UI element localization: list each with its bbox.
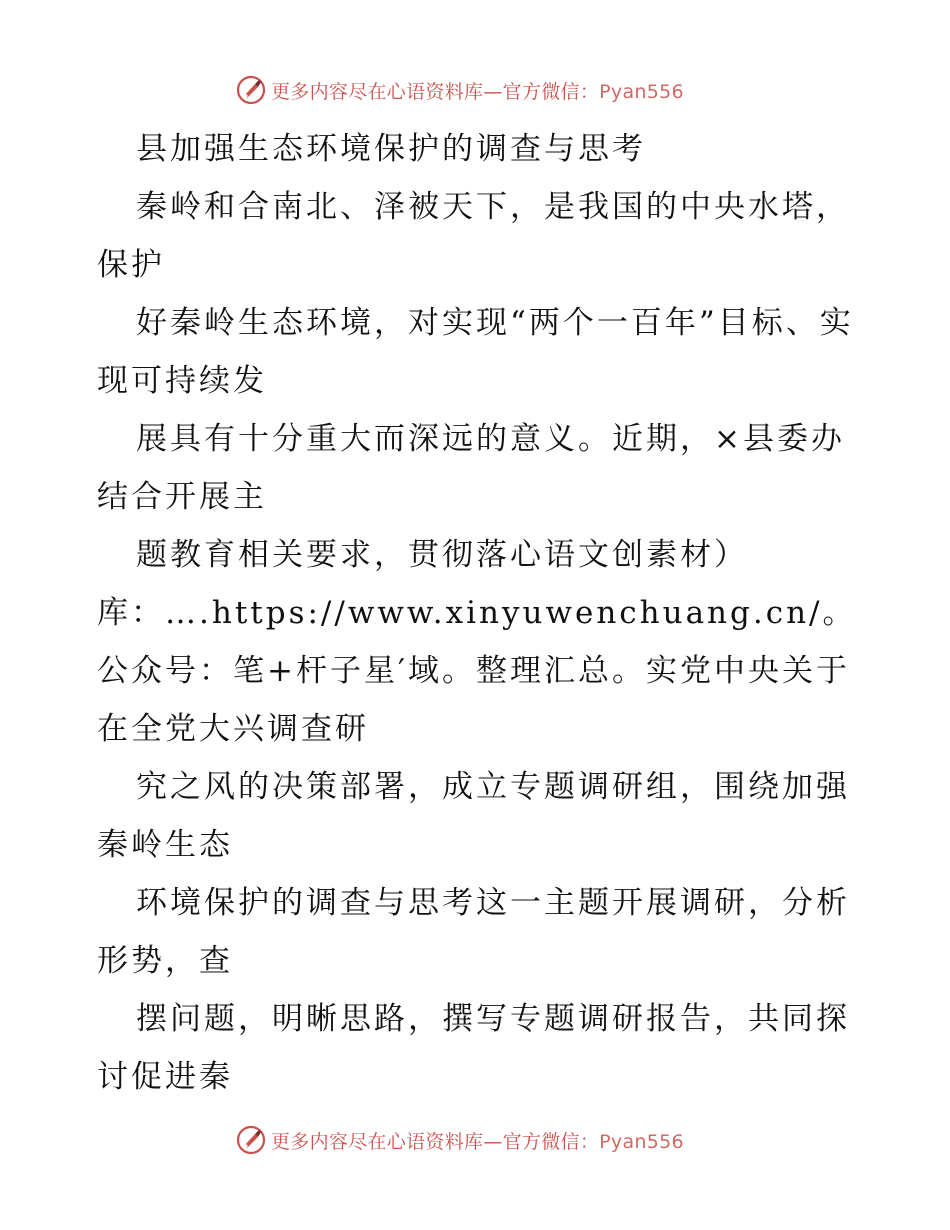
footer-watermark <box>235 1122 684 1158</box>
paragraph-2: 好秦岭生态环境，对实现“两个一百年”目标、实现可持续发 <box>97 305 854 399</box>
watermark-separator: — <box>483 80 503 103</box>
watermark-text <box>271 1127 684 1154</box>
watermark-main: 更多内容尽在心语资料库 <box>271 1130 484 1153</box>
watermark-main: 更多内容尽在心语资料库 <box>271 80 484 103</box>
watermark-handle: Pyan556 <box>599 1130 684 1153</box>
quill-pen-seal-icon <box>235 74 267 106</box>
paragraph-8: 摆问题，明晰思路，撰写专题调研报告，共同探讨促进秦 <box>97 1001 850 1095</box>
paragraph-1: 秦岭和合南北、泽被天下，是我国的中央水塔，保护 <box>97 189 850 283</box>
watermark-handle: Pyan556 <box>599 80 684 103</box>
paragraph-4: 题教育相关要求，贯彻落心语文创素材） <box>136 537 748 573</box>
paragraph-6: 究之风的决策部署，成立专题调研组，围绕加强秦岭生态 <box>97 769 850 863</box>
document-body <box>97 120 857 1106</box>
paragraph-3: 展具有十分重大而深远的意义。近期，×县委办结合开展主 <box>97 421 845 515</box>
quill-pen-seal-icon <box>235 1124 267 1156</box>
paragraph-7: 环境保护的调查与思考这一主题开展调研，分析形势，查 <box>97 885 850 979</box>
watermark-text <box>271 77 684 104</box>
watermark-label: 官方微信： <box>502 80 600 103</box>
paragraph-5: 库：….https://www.xinyuwenchuang.cn/。公众号：笔+杆子星′域。整理汇总。实党中央关于在全党大兴调查研 <box>97 595 857 747</box>
watermark-separator: — <box>483 1130 503 1153</box>
document-title: 县加强生态环境保护的调查与思考 <box>136 131 646 167</box>
watermark-label: 官方微信： <box>502 1130 600 1153</box>
header-watermark <box>235 72 684 108</box>
